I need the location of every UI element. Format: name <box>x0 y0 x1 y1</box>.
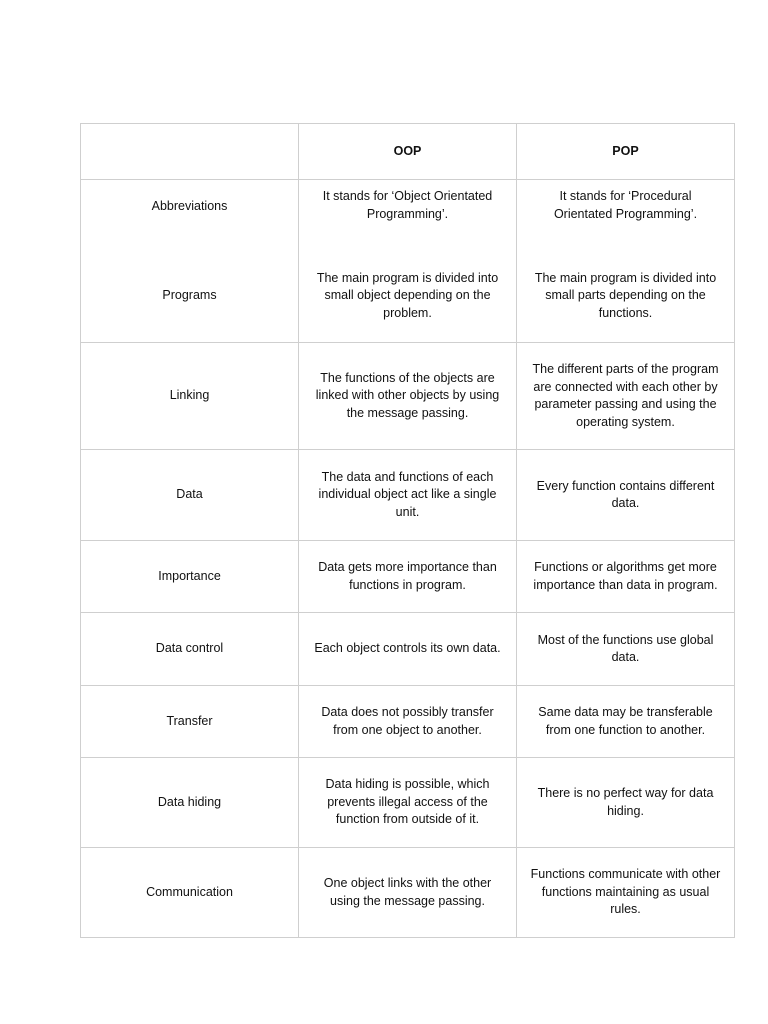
header-cell-pop: POP <box>517 124 735 180</box>
row-label: Importance <box>81 541 299 613</box>
comparison-table <box>80 123 735 938</box>
pop-text: Functions communicate with other functions maintaining as usual rules. <box>517 848 735 938</box>
row-label: Communication <box>81 848 299 938</box>
table-row <box>81 450 735 541</box>
oop-text: The main program is divided into small object depending on the problem. <box>316 270 499 320</box>
header-cell-empty <box>81 124 299 180</box>
table-row <box>81 541 735 613</box>
header-cell-oop: OOP <box>299 124 517 180</box>
pop-text: It stands for ‘Procedural Orientated Programming’. <box>553 189 698 221</box>
oop-text: Each object controls its own data. <box>299 613 517 686</box>
oop-text: Data hiding is possible, which prevents illegal access of the function from outside of it. <box>299 758 517 848</box>
row-label: Linking <box>81 343 299 450</box>
oop-text: One object links with the other using the message passing. <box>299 848 517 938</box>
oop-cell <box>299 180 517 343</box>
oop-text: Data gets more importance than functions in program. <box>299 541 517 613</box>
pop-text: Most of the functions use global data. <box>517 613 735 686</box>
table-row <box>81 180 735 343</box>
row-label: Programs <box>162 287 217 302</box>
oop-text: Data does not possibly transfer from one object to another. <box>299 686 517 758</box>
table-row <box>81 848 735 938</box>
pop-text: Functions or algorithms get more importance than data in program. <box>517 541 735 613</box>
table-row <box>81 686 735 758</box>
pop-text: Same data may be transferable from one function to another. <box>517 686 735 758</box>
pop-text: The different parts of the program are connected with each other by parameter passing and using the operating system. <box>517 343 735 450</box>
pop-text: Every function contains different data. <box>517 450 735 541</box>
pop-cell <box>517 180 735 343</box>
row-label: Data hiding <box>81 758 299 848</box>
row-label: Data control <box>81 613 299 686</box>
table-row <box>81 758 735 848</box>
oop-text: It stands for ‘Object Orientated Programming’. <box>322 189 493 221</box>
row-label: Transfer <box>81 686 299 758</box>
row-label-cell <box>81 180 299 343</box>
pop-text: The main program is divided into small parts depending on the functions. <box>534 270 717 320</box>
pop-text: There is no perfect way for data hiding. <box>517 758 735 848</box>
oop-text: The functions of the objects are linked with other objects by using the message passing. <box>299 343 517 450</box>
row-label: Abbreviations <box>151 199 228 213</box>
table-row <box>81 613 735 686</box>
oop-text: The data and functions of each individual object act like a single unit. <box>299 450 517 541</box>
table-row <box>81 343 735 450</box>
row-label: Data <box>81 450 299 541</box>
table-header-row <box>81 124 735 180</box>
